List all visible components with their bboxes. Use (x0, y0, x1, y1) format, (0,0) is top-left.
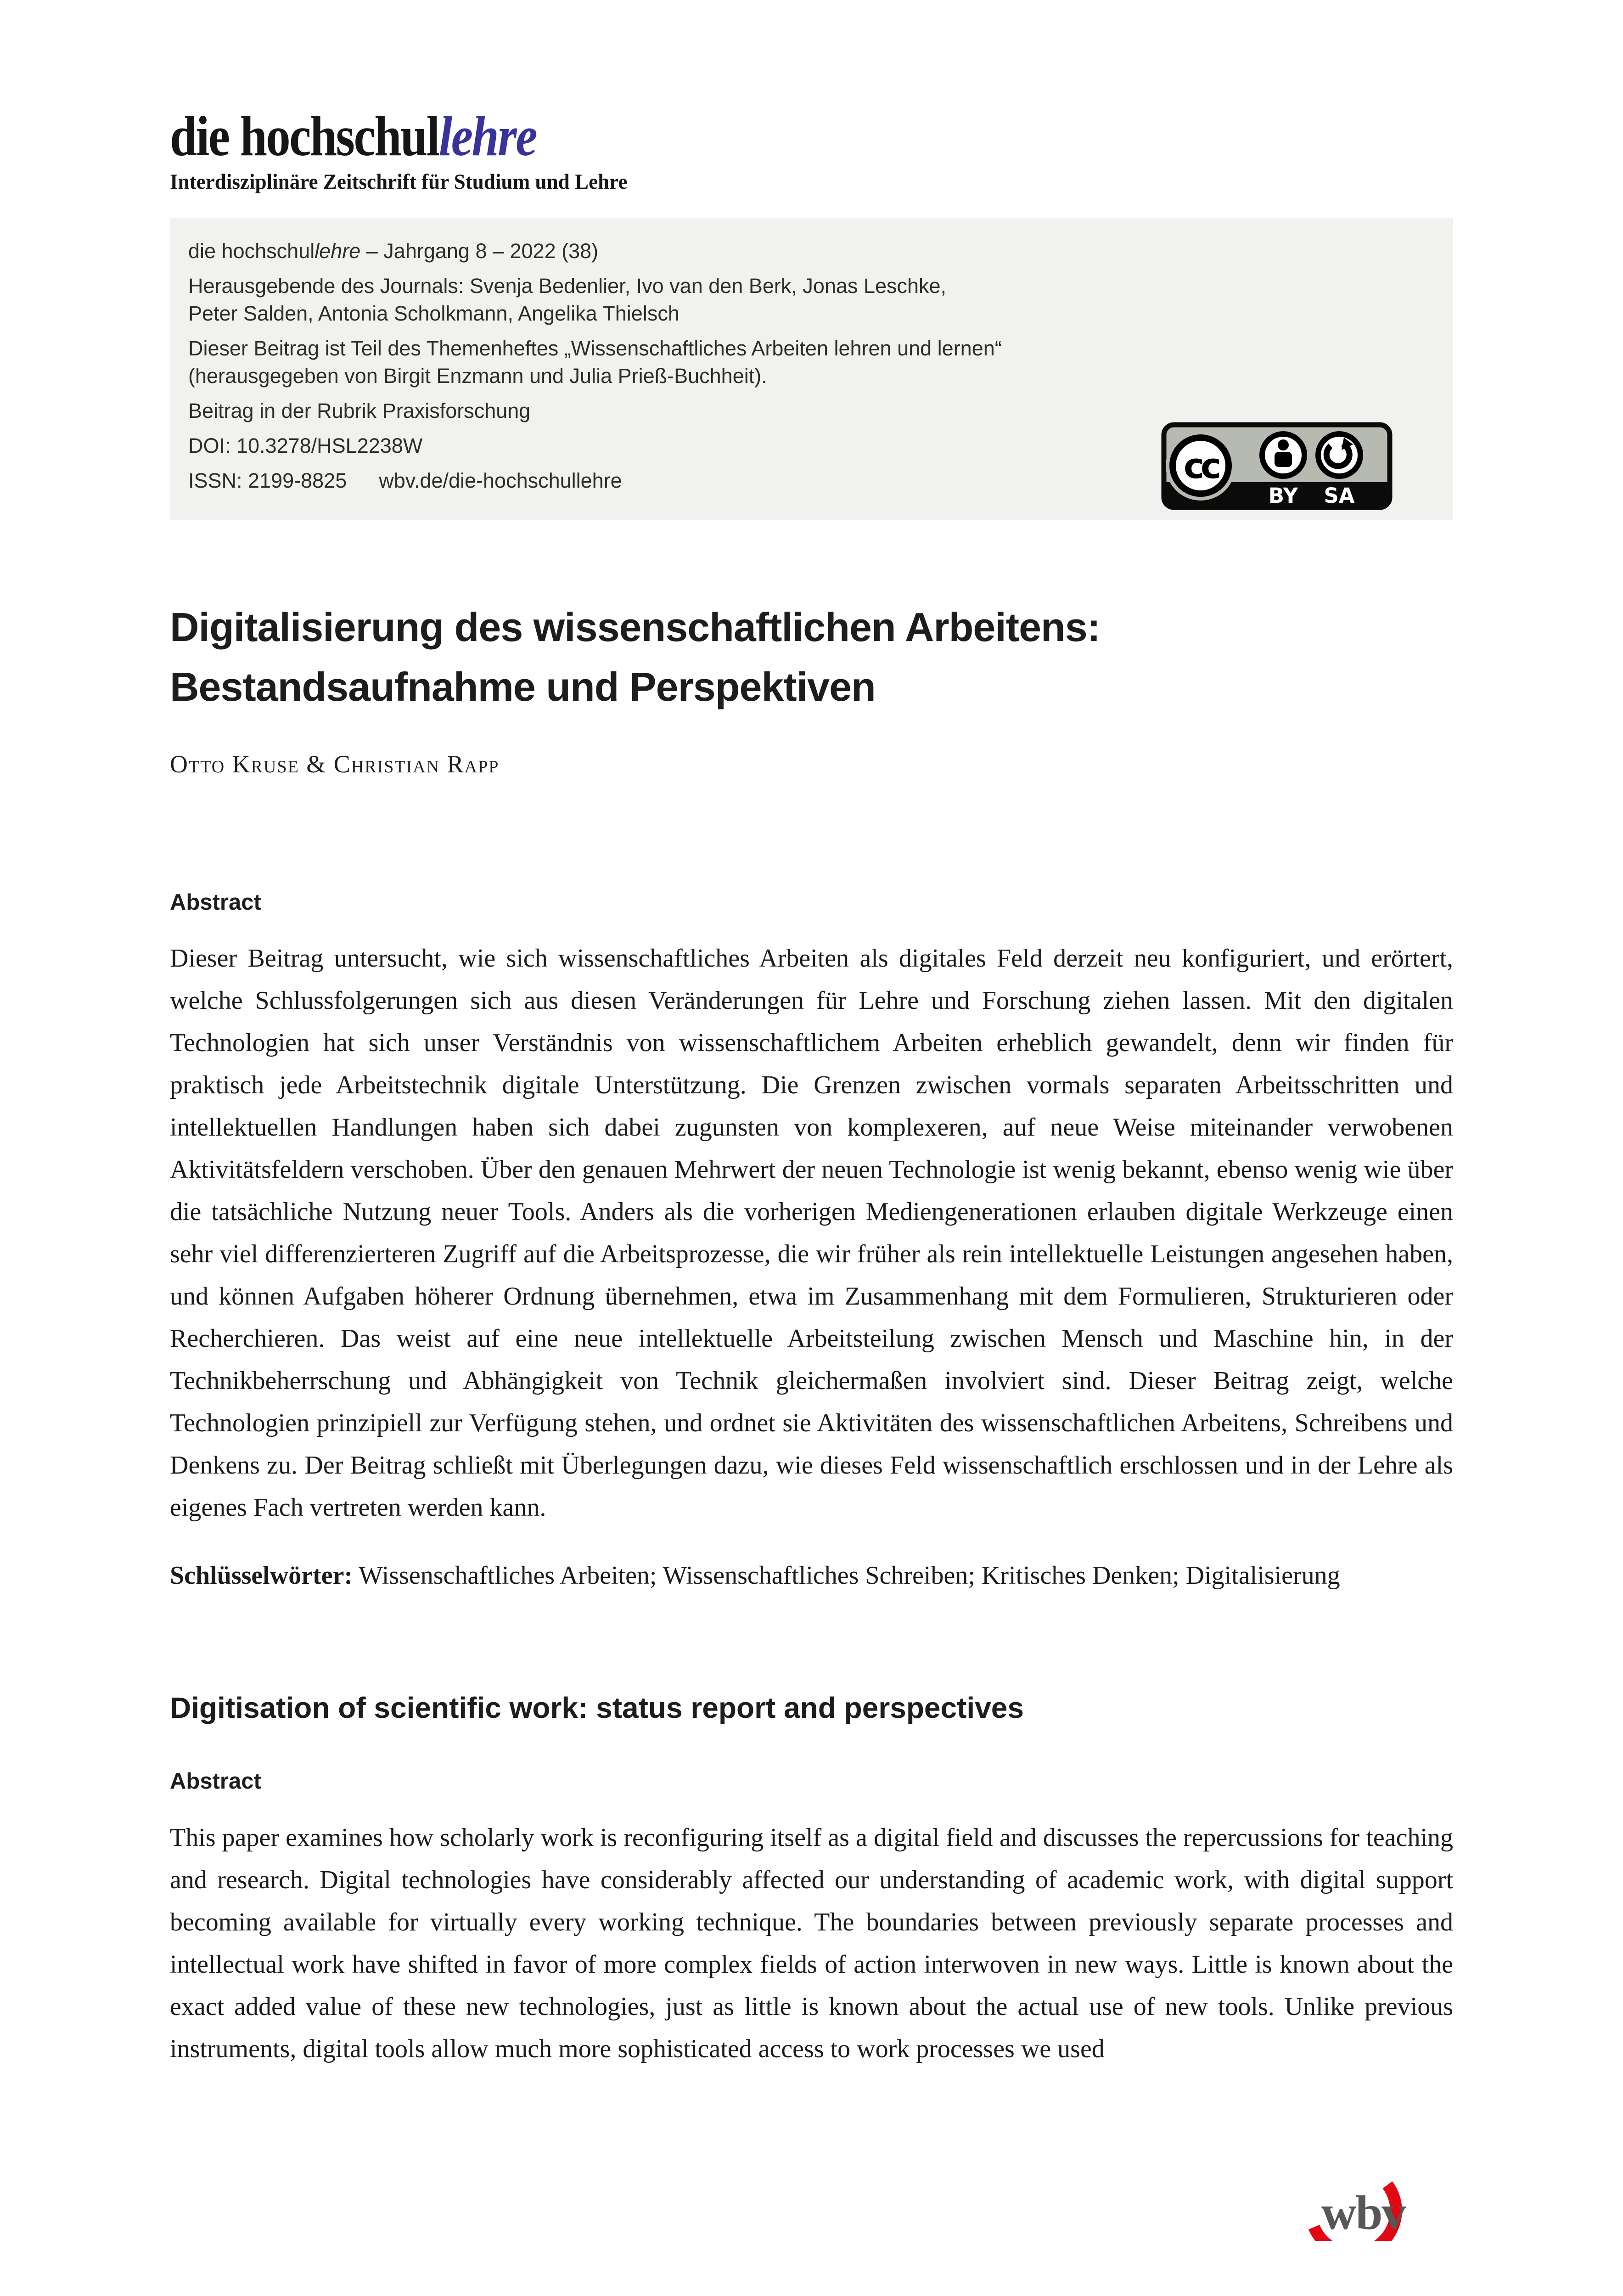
journal-logo-wordmark (170, 105, 1274, 168)
article-title-english: Digitisation of scientific work: status report and perspectives (170, 1691, 1024, 1724)
journal-logo (170, 0, 1453, 194)
cc-by-sa-license-badge[interactable] (1161, 422, 1393, 510)
journal-url-link[interactable]: wbv.de/die-hochschullehre (379, 469, 622, 492)
issue-volume: – Jahrgang 8 – 2022 (38) (360, 239, 599, 263)
cc-letters: cc (1183, 445, 1218, 486)
theme-issue-note (188, 335, 1432, 390)
keywords-line (170, 1554, 1453, 1597)
abstract-de-heading: Abstract (170, 890, 261, 915)
editors-line-1: Herausgebende des Journals: Svenja Bedenlier, Ivo van den Berk, Jonas Leschke, (188, 274, 947, 298)
journal-logo-main: die hochschul (170, 105, 439, 168)
rubric-line: Beitrag in der Rubrik Praxisforschung (188, 399, 531, 422)
article-metadata-box (170, 218, 1453, 520)
editors-line-2: Peter Salden, Antonia Scholkmann, Angelika Thielsch (188, 302, 680, 325)
attribution-person-icon (1262, 434, 1304, 476)
article-authors: Otto Kruse & Christian Rapp (170, 750, 500, 778)
theme-issue-line-1: Dieser Beitrag ist Teil des Themenheftes „Wissenschaftliches Arbeiten lehren und lernen“ (188, 337, 1002, 360)
theme-issue-line-2: (herausgegeben von Birgit Enzmann und Julia Prieß-Buchheit). (188, 364, 767, 388)
abstract-en-heading: Abstract (170, 1769, 261, 1794)
editors-line (188, 272, 1432, 327)
wbv-logo-text: wbv (1321, 2186, 1405, 2240)
article-title (170, 597, 1453, 717)
issue-journal-name: die hochschul (188, 239, 315, 263)
journal-logo-subtitle: Interdisziplinäre Zeitschrift für Studium und Lehre (170, 170, 628, 194)
by-label: BY (1268, 484, 1298, 508)
article-title-line-1: Digitalisierung des wissenschaftlichen Arbeitens: (170, 604, 1101, 650)
article-title-line-2: Bestandsaufnahme und Perspektiven (170, 664, 876, 709)
issue-journal-name-accent: lehre (314, 239, 361, 263)
issue-line (188, 237, 1432, 265)
keywords-list: Wissenschaftliches Arbeiten; Wissenschaftliches Schreiben; Kritisches Denken; Digitalisierung (353, 1561, 1340, 1590)
sa-label: SA (1324, 484, 1355, 508)
share-alike-arrow-icon (1318, 434, 1360, 476)
keywords-label: Schlüsselwörter: (170, 1561, 353, 1590)
wbv-publisher-logo (1289, 2150, 1410, 2241)
doi-line: DOI: 10.3278/HSL2238W (188, 434, 423, 457)
journal-logo-accent: lehre (438, 105, 536, 168)
issn-value: ISSN: 2199-8825 (188, 469, 347, 492)
abstract-de-text: Dieser Beitrag untersucht, wie sich wissenschaftliches Arbeiten als digitales Feld derzeit neu konfiguriert, und erörtert, welche Schlussfolgerungen sich aus diesen Veränderungen für Lehre und Forschung ziehen lassen. Mit den digitalen Technologien hat sich unser Verständnis von wissenschaftlichem Arbeiten erheblich gewandelt, denn wir finden für praktisch jede Arbeitstechnik digitale Unterstützung. Die Grenzen zwischen vormals separaten Arbeitsschritten und intellektuellen Handlungen haben sich dabei zugunsten von komplexeren, auf neue Weise miteinander verwobenen Aktivitätsfeldern verschoben. Über den genauen Mehrwert der neuen Technologie ist wenig bekannt, ebenso wenig wie über die tatsächliche Nutzung neuer Tools. Anders als die vorherigen Mediengenerationen erlauben digitale Werkzeuge einen sehr viel differenzierteren Zugriff auf die Arbeitsprozesse, die wir früher als rein intellektuelle Leistungen angesehen haben, und können Aufgaben höherer Ordnung übernehmen, etwa im Zusammenhang mit dem Formulieren, Strukturieren oder Recherchieren. Das weist auf eine neue intellektuelle Arbeitsteilung zwischen Mensch und Maschine hin, in der Technikbeherrschung und Abhängigkeit von Technik gleichermaßen involviert sind. Dieser Beitrag zeigt, welche Technologien prinzipiell zur Verfügung stehen, und ordnet sie Aktivitäten des wissenschaftlichen Arbeitens, Schreibens und Denkens zu. Der Beitrag schließt mit Überlegungen dazu, wie dieses Feld wissenschaftlich erschlossen und in der Lehre als eigenes Fach vertreten werden kann. (170, 944, 1453, 1522)
abstract-en-text: This paper examines how scholarly work is reconfiguring itself as a digital field and discusses the repercussions for teaching and research. Digital technologies have considerably affected our understanding of academic work, with digital support becoming available for virtually every working technique. The boundaries between previously separate processes and intellectual work have shifted in favor of more complex fields of action interwoven in new ways. Little is known about the exact added value of these new technologies, just as little is known about the actual use of new tools. Unlike previous instruments, digital tools allow much more sophisticated access to work processes we used (170, 1823, 1453, 2063)
